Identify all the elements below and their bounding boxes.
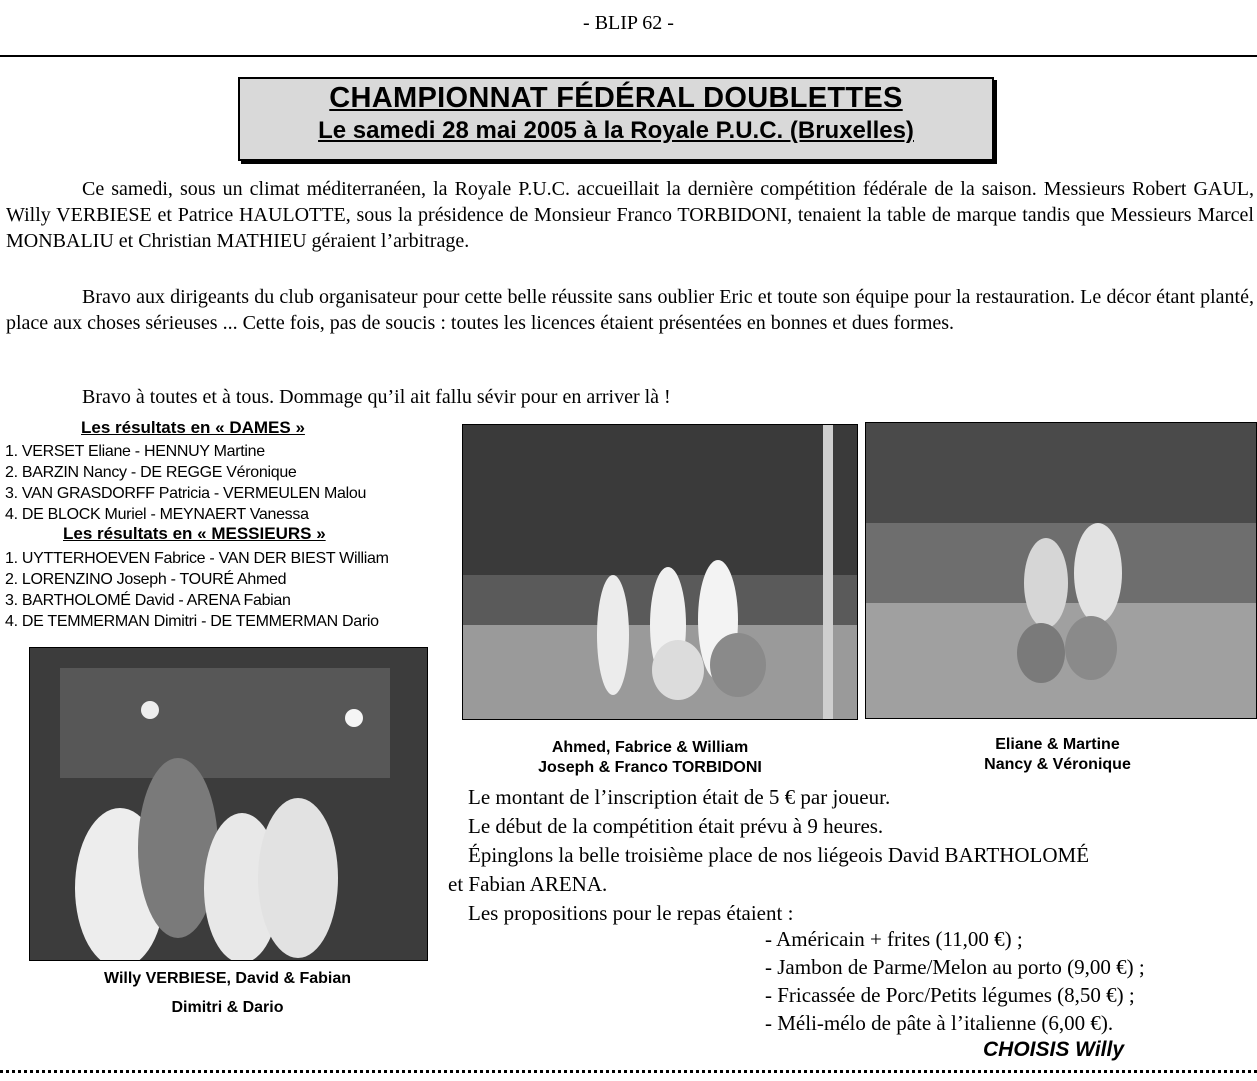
results-messieurs-heading: Les résultats en « MESSIEURS » [63, 524, 326, 543]
menu-item: - Fricassée de Porc/Petits légumes (8,50 €) ; [765, 983, 1135, 1007]
list-item: 2. BARZIN Nancy - DE REGGE Véronique [5, 464, 297, 481]
article-title: CHAMPIONNAT FÉDÉRAL DOUBLETTES [329, 82, 903, 114]
results-dames-list [5, 441, 366, 525]
photo-right-ladies [865, 422, 1257, 719]
list-item: 2. LORENZINO Joseph - TOURÉ Ahmed [5, 571, 287, 588]
detail-meal-intro: Les propositions pour le repas étaient : [468, 901, 794, 925]
detail-third-place-cont: et Fabian ARENA. [448, 872, 608, 896]
author-signature: CHOISIS Willy [983, 1038, 1125, 1061]
menu-item: - Jambon de Parme/Melon au porto (9,00 €) ; [765, 955, 1145, 979]
photo-right-caption: Eliane & Martine Nancy & Véronique [984, 736, 1131, 773]
list-item: 4. DE BLOCK Muriel - MEYNAERT Vanessa [5, 506, 309, 523]
detail-start-time: Le début de la compétition était prévu à 9 heures. [468, 814, 884, 838]
photo-center-caption: Ahmed, Fabrice & William Joseph & Franco TORBIDONI [538, 739, 762, 776]
photo-left-men [29, 647, 428, 961]
list-item: 1. UYTTERHOEVEN Fabrice - VAN DER BIEST William [5, 550, 389, 567]
photo-center-players [462, 424, 858, 720]
results-dames-heading: Les résultats en « DAMES » [81, 418, 305, 437]
list-item: 3. BARTHOLOMÉ David - ARENA Fabian [5, 592, 291, 609]
list-item: 3. VAN GRASDORFF Patricia - VERMEULEN Malou [5, 485, 367, 502]
header-rule [0, 55, 1257, 57]
footer-rule [0, 1070, 1257, 1073]
menu-item: - Méli-mélo de pâte à l’italienne (6,00 €). [765, 1011, 1114, 1035]
results-messieurs-list [5, 548, 389, 632]
list-item: 4. DE TEMMERMAN Dimitri - DE TEMMERMAN Dario [5, 613, 379, 630]
article-subtitle: Le samedi 28 mai 2005 à la Royale P.U.C. (Bruxelles) [318, 117, 914, 144]
detail-fee: Le montant de l’inscription était de 5 € par joueur. [468, 785, 891, 809]
article-paragraph-2: Bravo aux dirigeants du club organisateur pour cette belle réussite sans oublier Eric et toute son équipe pour la restauration. Le décor étant planté, place aux choses sérieuses ... Cette fois, pas de soucis : toutes les licences étaient présentées en bonnes et dues formes. [6, 286, 1254, 334]
article-paragraph-1: Ce samedi, sous un climat méditerranéen, la Royale P.U.C. accueillait la dernière compétition fédérale de la saison. Messieurs Robert GAUL, Willy VERBIESE et Patrice HAULOTTE, sous la présidence de Monsieur Franco TORBIDONI, tenaient la table de marque tandis que Messieurs Marcel MONBALIU et Christian MATHIEU géraient l’arbitrage. [6, 178, 1254, 252]
detail-third-place: Épinglons la belle troisième place de nos liégeois David BARTHOLOMÉ [468, 843, 1090, 867]
photo-left-caption: Willy VERBIESE, David & Fabian Dimitri & Dario [103, 970, 352, 1016]
page-number-header: - BLIP 62 - [583, 12, 674, 34]
menu-item: - Américain + frites (11,00 €) ; [765, 927, 1023, 951]
article-title-box [238, 77, 994, 161]
article-paragraph-3: Bravo à toutes et à tous. Dommage qu’il ait fallu sévir pour en arriver là ! [82, 386, 671, 408]
list-item: 1. VERSET Eliane - HENNUY Martine [5, 443, 265, 460]
